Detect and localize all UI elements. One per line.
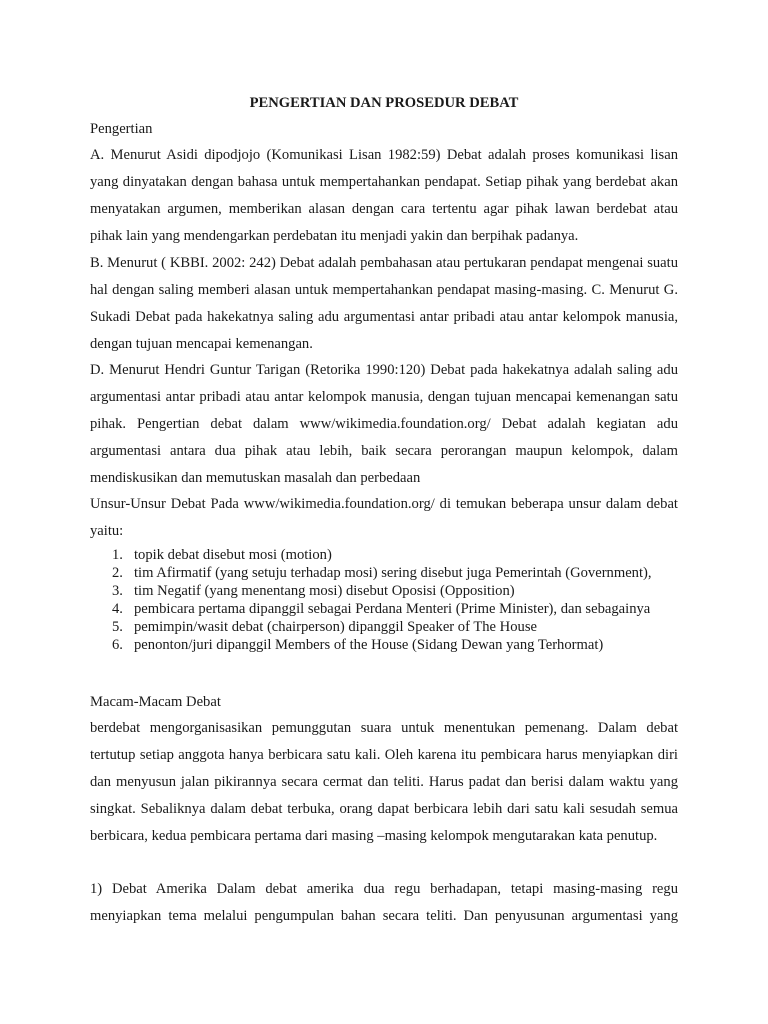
amerika-line-1: 1) Debat Amerika Dalam debat amerika dua regu berhadapan, tetapi masing-masing regu [90, 881, 678, 897]
pengertian-heading: Pengertian [90, 121, 153, 137]
paragraph-a: A. Menurut Asidi dipodjojo (Komunikasi Lisan 1982:59) Debat adalah proses komunikasi lisan yang dinyatakan dengan bahasa untuk mempertahankan pendapat. Setiap pihak yang berdebat akan menyatakan argumen, memberikan alasan dengan cara tertentu agar pihak lawan berdebat atau pihak lain yang mendengarkan perdebatan itu menjadi yakin dan berpihak padanya. [90, 147, 678, 244]
list-item-text: pemimpin/wasit debat (chairperson) dipanggil Speaker of The House [134, 619, 537, 635]
list-number: 5. [112, 619, 123, 635]
unsur-intro: Unsur-Unsur Debat Pada www/wikimedia.foundation.org/ di temukan beberapa unsur dalam debat yaitu: [90, 496, 678, 539]
list-number: 1. [112, 547, 123, 563]
unsur-list-item [90, 618, 678, 636]
paragraph-d: D. Menurut Hendri Guntur Tarigan (Retorika 1990:120) Debat pada hakekatnya adalah saling adu argumentasi antar pribadi atau antar kelompok manusia, dengan tujuan mencapai kemenangan satu pihak. Pengertian debat dalam www/wikimedia.foundation.org/ Debat adalah kegiatan adu argumentasi antara dua pihak atau lebih, baik secara perorangan maupun kelompok, dalam mendiskusikan dan memutuskan masalah dan perbedaan [90, 362, 678, 486]
unsur-list [90, 546, 678, 654]
list-item-text: topik debat disebut mosi (motion) [134, 547, 332, 563]
list-item-text: pembicara pertama dipanggil sebagai Perdana Menteri (Prime Minister), dan sebagainya [134, 601, 651, 617]
list-number: 6. [112, 637, 123, 653]
list-number: 2. [112, 565, 123, 581]
unsur-list-item [90, 564, 678, 582]
list-number: 3. [112, 583, 123, 599]
unsur-list-item [90, 582, 678, 600]
list-number: 4. [112, 601, 123, 617]
document-title: PENGERTIAN DAN PROSEDUR DEBAT [249, 95, 519, 111]
list-item-text: tim Afirmatif (yang setuju terhadap mosi) sering disebut juga Pemerintah (Government), [134, 565, 652, 581]
list-item-text: penonton/juri dipanggil Members of the House (Sidang Dewan yang Terhormat) [134, 637, 604, 653]
macam-paragraph: berdebat mengorganisasikan pemunggutan suara untuk menentukan pemenang. Dalam debat tertutup setiap anggota hanya berbicara satu kali. Oleh karena itu pembicara harus menyiapkan diri dan menyusun jalan pikirannya secara cermat dan teliti. Harus padat dan berisi dalam waktu yang singkat. Sebaliknya dalam debat terbuka, orang dapat berbicara lebih dari satu kali sesudah semua berbicara, kedua pembicara pertama dari masing –masing kelompok mengutarakan kata penutup. [90, 720, 678, 844]
paragraph-b: B. Menurut ( KBBI. 2002: 242) Debat adalah pembahasan atau pertukaran pendapat mengenai suatu hal dengan saling memberi alasan untuk mempertahankan pendapat masing-masing. C. Menurut G. Sukadi Debat pada hakekatnya saling adu argumentasi antar pribadi atau antar kelompok manusia, dengan tujuan mencapai kemenangan. [90, 255, 678, 352]
unsur-list-item [90, 600, 678, 618]
macam-heading: Macam-Macam Debat [90, 694, 221, 710]
unsur-list-item [90, 546, 678, 564]
unsur-list-item [90, 636, 678, 654]
list-item-text: tim Negatif (yang menentang mosi) disebut Oposisi (Opposition) [134, 583, 515, 599]
amerika-line-2: menyiapkan tema melalui pengumpulan bahan secara teliti. Dan penyusunan argumentasi yang [90, 908, 678, 924]
